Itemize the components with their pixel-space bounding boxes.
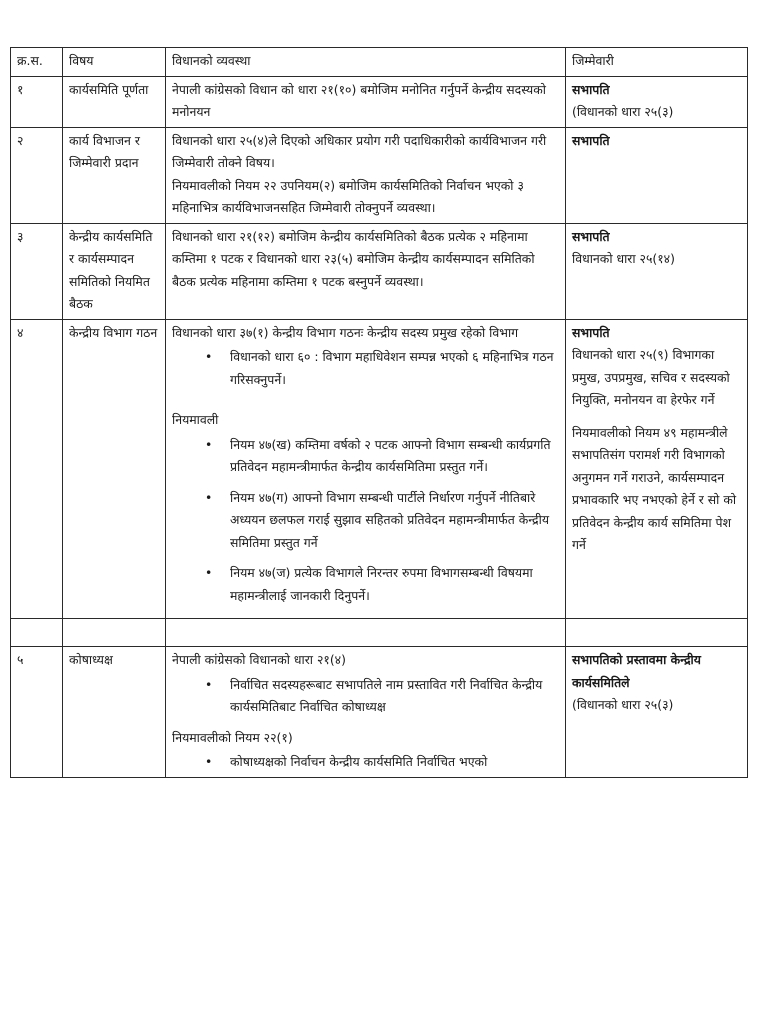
table-header-row xyxy=(11,48,748,77)
row-provision xyxy=(166,76,566,127)
list-item: • नियम ४७(ग) आफ्नो विभाग सम्बन्धी पार्टीले निर्धारण गर्नुपर्ने नीतिबारे अध्ययन छलफल गराई सुझाव सहितको प्रतिवेदन महामन्त्रीमार्फत केन्द्रीय समितिमा प्रस्तुत गर्ने xyxy=(230,487,561,555)
table-row xyxy=(11,127,748,223)
rule-bullets xyxy=(172,751,561,774)
header-sn: क्र.स. xyxy=(11,48,63,77)
header-responsibility: जिम्मेवारी xyxy=(566,48,748,77)
responsibility-note: नियमावलीको नियम ४९ महामन्त्रीले सभापतिसंग परामर्श गरी विभागको अनुगमन गर्ने गराउने, कार्यसम्पादन प्रभावकारि भए नभएको हेर्ने र सो को प्रतिवेदन केन्द्रीय कार्य समितिमा पेश गर्ने xyxy=(572,424,737,552)
responsibility-text: विधानको धारा २५(९) विभागका प्रमुख, उपप्रमुख, सचिव र सदस्यको नियुक्ति, मनोनयन वा हेरफेर गर्ने xyxy=(572,347,730,407)
row-sn: २ xyxy=(11,127,63,223)
row-subject: कार्य विभाजन र जिम्मेवारी प्रदान xyxy=(63,127,166,223)
row-responsibility xyxy=(566,223,748,319)
provision-text: नेपाली कांग्रेसको विधान को धारा २१(१०) बमोजिम मनोनित गर्नुपर्ने केन्द्रीय सदस्यको मनोनयन xyxy=(172,81,546,119)
provision-text: विधानको धारा २५(४)ले दिएको अधिकार प्रयोग गरी पदाधिकारीको कार्यविभाजन गरी जिम्मेवारी तोक्ने विषय। xyxy=(172,132,547,170)
table-row xyxy=(11,647,748,778)
provision-bullets xyxy=(172,346,561,391)
responsibility-text: (विधानको धारा २५(३) xyxy=(572,104,674,119)
rule-bullets xyxy=(172,434,561,608)
row-subject: केन्द्रीय विभाग गठन xyxy=(63,319,166,619)
row-responsibility xyxy=(566,127,748,223)
row-subject: केन्द्रीय कार्यसमिति र कार्यसम्पादन समितिको नियमित बैठक xyxy=(63,223,166,319)
responsibility-text: विधानको धारा २५(१४) xyxy=(572,251,675,266)
row-provision xyxy=(166,647,566,778)
row-sn: ५ xyxy=(11,647,63,778)
row-subject: कोषाध्यक्ष xyxy=(63,647,166,778)
row-responsibility xyxy=(566,76,748,127)
row-provision xyxy=(166,223,566,319)
responsibility-title: सभापतिको प्रस्तावमा केन्द्रीय कार्यसमितिले xyxy=(572,652,701,690)
table-row xyxy=(11,76,748,127)
row-sn: १ xyxy=(11,76,63,127)
provision-bullets xyxy=(172,674,561,719)
header-provision: विधानको व्यवस्था xyxy=(166,48,566,77)
responsibility-text: (विधानको धारा २५(३) xyxy=(572,697,674,712)
list-item: • नियम ४७(ख) कम्तिमा वर्षको २ पटक आफ्नो विभाग सम्बन्धी कार्यप्रगति प्रतिवेदन महामन्त्रीमार्फत केन्द्रीय कार्यसमितिमा प्रस्तुत गर्ने। xyxy=(230,434,561,479)
list-item: • कोषाध्यक्षको निर्वाचन केन्द्रीय कार्यसमिति निर्वाचित भएको xyxy=(230,751,561,774)
row-provision xyxy=(166,319,566,619)
rules-heading: नियमावली xyxy=(172,412,219,427)
list-item: • नियम ४७(ज) प्रत्येक विभागले निरन्तर रुपमा विभागसम्बन्धी विषयमा महामन्त्रीलाई जानकारी दिनुपर्ने। xyxy=(230,562,561,607)
responsibility-table xyxy=(10,47,748,778)
provision-intro: नेपाली कांग्रेसको विधानको धारा २१(४) xyxy=(172,652,346,667)
row-responsibility xyxy=(566,647,748,778)
responsibility-title: सभापति xyxy=(572,132,610,148)
header-subject: विषय xyxy=(63,48,166,77)
list-item: • विधानको धारा ६० : विभाग महाधिवेशन सम्पन्न भएको ६ महिनाभित्र गठन गरिसक्नुपर्ने। xyxy=(230,346,561,391)
row-provision xyxy=(166,127,566,223)
responsibility-title: सभापति xyxy=(572,81,610,97)
rules-heading: नियमावलीको नियम २२(१) xyxy=(172,729,293,745)
provision-intro: विधानको धारा ३७(१) केन्द्रीय विभाग गठनः केन्द्रीय सदस्य प्रमुख रहेको विभाग xyxy=(172,324,519,340)
row-subject: कार्यसमिति पूर्णता xyxy=(63,76,166,127)
provision-text: विधानको धारा २१(१२) बमोजिम केन्द्रीय कार्यसमितिको बैठक प्रत्येक २ महिनामा कम्तिमा १ पटक र विधानको धारा २३(५) बमोजिम केन्द्रीय कार्यसम्पादन समितिको बैठक प्रत्येक महिनामा कम्तिमा १ पटक बस्नुपर्ने व्यवस्था। xyxy=(172,228,535,289)
row-sn: ४ xyxy=(11,319,63,619)
row-responsibility xyxy=(566,319,748,619)
list-item: • निर्वाचित सदस्यहरूबाट सभापतिले नाम प्रस्तावित गरी निर्वाचित केन्द्रीय कार्यसमितिबाट निर्वाचित कोषाध्यक्ष xyxy=(230,674,561,719)
table-row xyxy=(11,223,748,319)
responsibility-title: सभापति xyxy=(572,228,610,244)
responsibility-title: सभापति xyxy=(572,324,610,340)
empty-row xyxy=(11,619,748,647)
table-row xyxy=(11,319,748,619)
provision-text: नियमावलीको नियम २२ उपनियम(२) बमोजिम कार्यसमितिको निर्वाचन भएको ३ महिनाभित्र कार्यविभाजनसहित जिम्मेवारी तोक्नुपर्ने व्यवस्था। xyxy=(172,177,524,215)
row-sn: ३ xyxy=(11,223,63,319)
